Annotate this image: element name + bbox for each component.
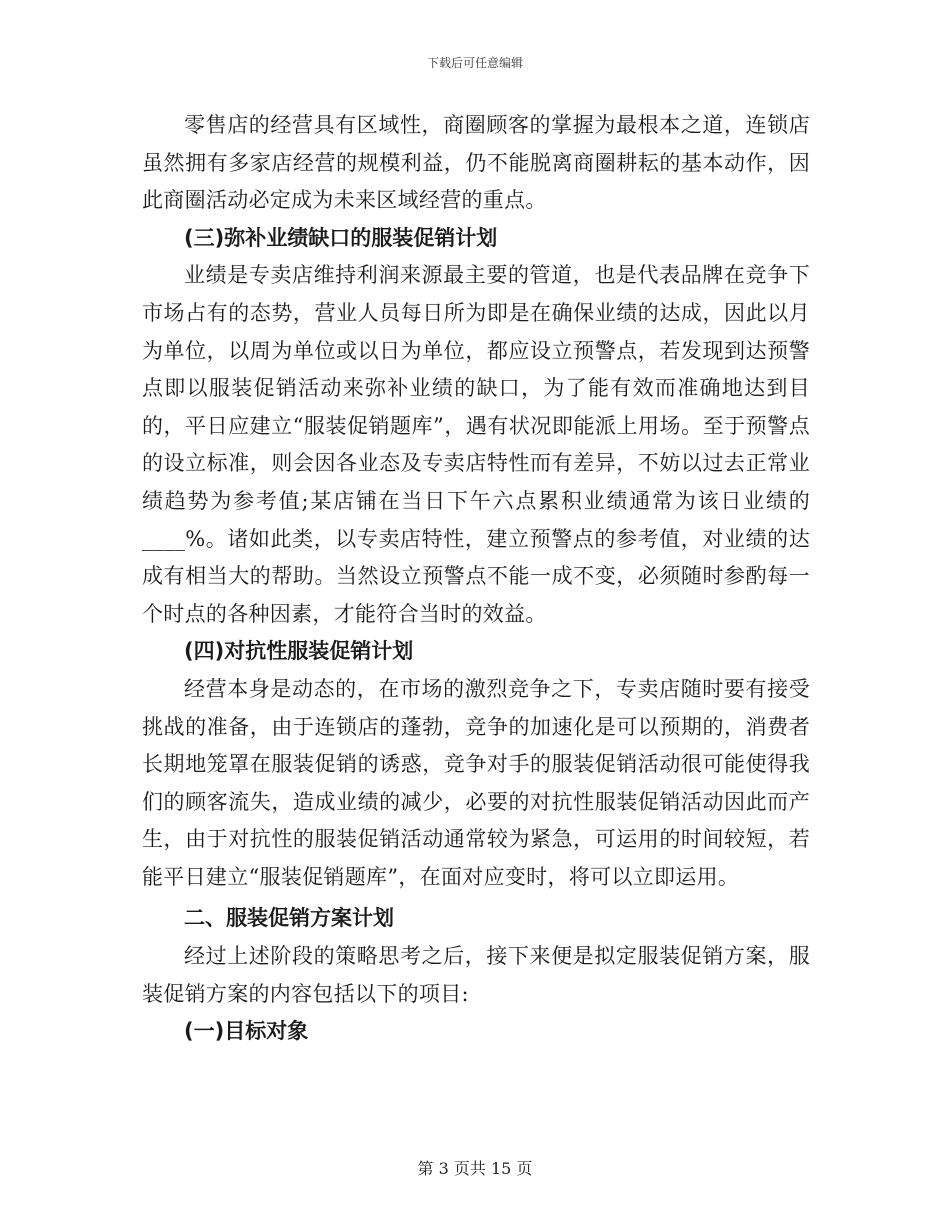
- paragraph-promotion-scheme: 经过上述阶段的策略思考之后，接下来便是拟定服装促销方案，服装促销方案的内容包括以下的项目:: [142, 944, 810, 1006]
- document-body: [142, 107, 810, 1051]
- paragraph-sales-gap: 业绩是专卖店维持利润来源最主要的管道，也是代表品牌在竞争下市场占有的态势，营业人员每日所为即是在确保业绩的达成，因此以月为单位，以周为单位或以日为单位，都应设立预警点，若发现到达预警点即以服装促销活动来弥补业绩的缺口，为了能有效而准确地达到目的，平日应建立“服装促销题库”，遇有状况即能派上用场。至于预警点的设立标准，则会因各业态及专卖店特性而有差异，不妨以过去正常业绩趋势为参考值;某店铺在当日下午六点累积业绩通常为该日业绩的____%。诸如此类，以专卖店特性，建立预警点的参考值，对业绩的达成有相当大的帮助。当然设立预警点不能一成不变，必须随时参酌每一个时点的各种因素，才能符合当时的效益。: [142, 263, 810, 626]
- page-header: 下载后可任意编辑: [426, 56, 523, 70]
- paragraph-competitive: 经营本身是动态的，在市场的激烈竞争之下，专卖店随时要有接受挑战的准备，由于连锁店的蓬勃，竞争的加速化是可以预期的，消费者长期地笼罩在服装促销的诱惑，竞争对手的服装促销活动很可能使得我们的顾客流失，造成业绩的减少，必要的对抗性服装促销活动因此而产生，由于对抗性的服装促销活动通常较为紧急，可运用的时间较短，若能平日建立“服装促销题库”，在面对应变时，将可以立即运用。: [142, 676, 810, 889]
- page-number-footer: 第 3 页共 15 页: [417, 1159, 533, 1178]
- heading-sales-gap-plan: (三)弥补业绩缺口的服装促销计划: [184, 225, 498, 250]
- heading-promotion-scheme: 二、服装促销方案计划: [184, 906, 394, 931]
- paragraph-retail-area: 零售店的经营具有区域性，商圈顾客的掌握为最根本之道，连锁店虽然拥有多家店经营的规模利益，仍不能脱离商圈耕耘的基本动作，因此商圈活动必定成为未来区域经营的重点。: [142, 113, 810, 213]
- heading-target-audience: (一)目标对象: [184, 1019, 309, 1044]
- heading-competitive-plan: (四)对抗性服装促销计划: [184, 639, 414, 664]
